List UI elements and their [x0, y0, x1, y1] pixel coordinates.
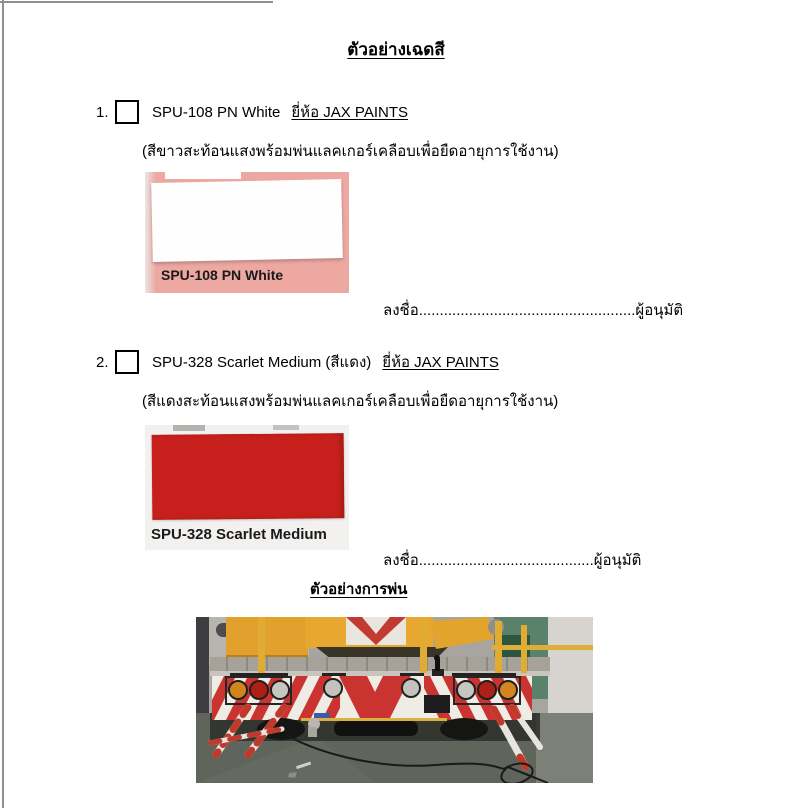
sample-1-top-notch — [165, 172, 241, 179]
sample-2-label: SPU-328 Scarlet Medium — [151, 526, 327, 543]
truck-rear-photo — [196, 617, 593, 783]
item-2-description: (สีแดงสะท้อนแสงพร้อมพ่นแลคเกอร์เคลือบเพื่อยืดอายุการใช้งาน) — [142, 393, 559, 410]
item-2-checkbox[interactable] — [115, 350, 139, 374]
item-1-number: 1. — [96, 103, 109, 121]
page-left-border — [2, 0, 4, 808]
item-1-brand: ยี่ห้อ JAX PAINTS — [291, 104, 408, 121]
sample-2-top-mark — [173, 425, 205, 431]
right-light-wall — [548, 617, 593, 717]
color-sample-image-2 — [145, 425, 349, 550]
page-title — [0, 36, 792, 63]
item-2-brand: ยี่ห้อ JAX PAINTS — [382, 354, 499, 371]
color-sample-image-1 — [145, 172, 349, 293]
signature-line-2: ลงชื่อ..........................................ผู้อนุมัติ — [383, 552, 642, 569]
item-1-row — [96, 100, 408, 124]
item-1-name: SPU-108 PN White — [152, 103, 281, 121]
sample-1-label: SPU-108 PN White — [161, 267, 284, 283]
sample-2-red-swatch — [152, 433, 345, 520]
page-title-text: ตัวอย่างเฉดสี — [347, 40, 445, 59]
item-2-number: 2. — [96, 353, 109, 371]
item-1-checkbox[interactable] — [115, 100, 139, 124]
sample-2-top-mark-2 — [273, 425, 299, 430]
photo-left-dark-edge — [196, 617, 209, 717]
item-2-name: SPU-328 Scarlet Medium (สีแดง) — [152, 354, 372, 371]
spray-example-heading: ตัวอย่างการพ่น — [310, 581, 408, 598]
page-top-border — [0, 1, 273, 3]
signature-line-1: ลงชื่อ....................................................ผู้อนุมัติ — [383, 302, 684, 319]
item-1-description: (สีขาวสะท้อนแสงพร้อมพ่นแลคเกอร์เคลือบเพื่อยืดอายุการใช้งาน) — [142, 143, 559, 160]
item-2-row — [96, 350, 499, 374]
sample-1-white-swatch — [151, 179, 343, 262]
blue-sticker — [314, 713, 330, 718]
spray-example-photo — [196, 617, 593, 783]
